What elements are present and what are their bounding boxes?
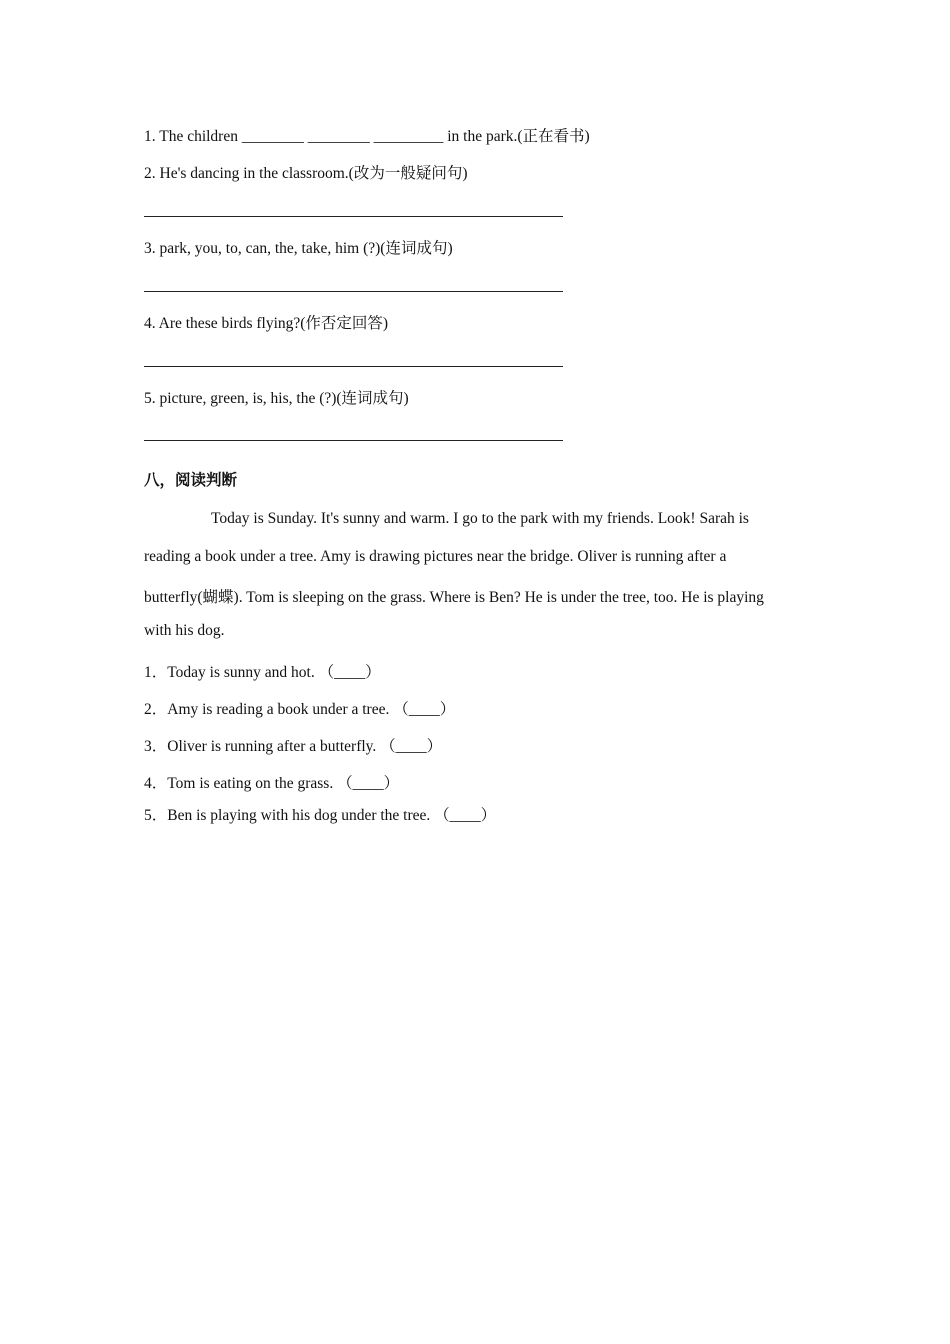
passage-line: reading a book under a tree. Amy is drawing pictures near the bridge. Oliver is running after a xyxy=(144,548,727,565)
question-1: 1. The children ________ ________ _________ in the park.(正在看书) xyxy=(144,128,590,145)
question-3: 3. park, you, to, can, the, take, him (?)(连词成句) xyxy=(144,240,453,257)
passage-line: butterfly(蝴蝶). Tom is sleeping on the grass. Where is Ben? He is under the tree, too. He is playing xyxy=(144,589,764,606)
judgement-item: 1．Today is sunny and hot. （____） xyxy=(144,664,381,681)
section-heading: 八，阅读判断 xyxy=(144,471,238,489)
answer-line-2 xyxy=(144,216,563,217)
answer-line-5 xyxy=(144,440,563,441)
passage-line: with his dog. xyxy=(144,622,225,639)
question-2: 2. He's dancing in the classroom.(改为一般疑问句) xyxy=(144,165,468,182)
judgement-item: 3．Oliver is running after a butterfly. （____） xyxy=(144,738,443,755)
question-4: 4. Are these birds flying?(作否定回答) xyxy=(144,315,389,332)
question-5: 5. picture, green, is, his, the (?)(连词成句) xyxy=(144,390,409,407)
answer-line-4 xyxy=(144,366,563,367)
answer-line-3 xyxy=(144,291,563,292)
passage-line: Today is Sunday. It's sunny and warm. I go to the park with my friends. Look! Sarah is xyxy=(211,510,749,527)
judgement-item: 5．Ben is playing with his dog under the tree. （____） xyxy=(144,807,497,824)
judgement-item: 2．Amy is reading a book under a tree. （____） xyxy=(144,701,456,718)
judgement-item: 4．Tom is eating on the grass. （____） xyxy=(144,775,400,792)
